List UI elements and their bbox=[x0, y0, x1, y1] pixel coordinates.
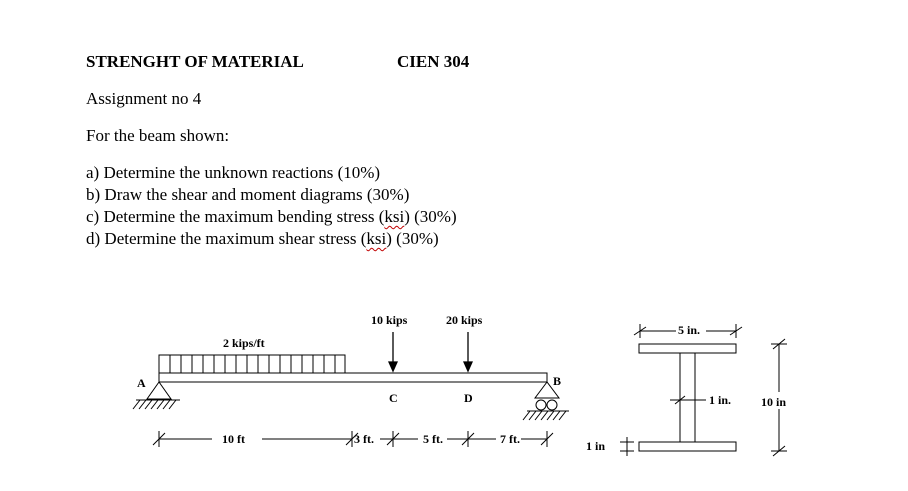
point-label-a: A bbox=[137, 376, 146, 390]
point-load-arrow-c bbox=[389, 332, 397, 371]
question-b: b) Draw the shear and moment diagrams (30%) bbox=[86, 185, 410, 204]
question-d-prefix: d) Determine the maximum shear stress ( bbox=[86, 229, 367, 248]
point-label-c: C bbox=[389, 391, 398, 405]
span-dimension-line bbox=[153, 431, 553, 447]
beam bbox=[159, 373, 547, 382]
point-load-label-c: 10 kips bbox=[371, 313, 408, 327]
intro-text: For the beam shown: bbox=[86, 126, 230, 145]
roller-support-b bbox=[523, 382, 569, 420]
web-thickness-label: 1 in. bbox=[709, 393, 732, 407]
span-label-1: 10 ft bbox=[222, 432, 245, 446]
course-code: CIEN 304 bbox=[397, 52, 470, 71]
question-d-unit: ksi bbox=[366, 229, 387, 248]
question-c-unit: ksi bbox=[384, 207, 405, 226]
distributed-load-label: 2 kips/ft bbox=[223, 336, 265, 350]
question-a: a) Determine the unknown reactions (10%) bbox=[86, 163, 381, 182]
point-label-d: D bbox=[464, 391, 473, 405]
depth-label: 10 in bbox=[761, 395, 787, 409]
distributed-load bbox=[159, 355, 345, 373]
assignment-title: Assignment no 4 bbox=[86, 89, 202, 108]
flange-width-label: 5 in. bbox=[678, 323, 701, 337]
point-label-b: B bbox=[553, 374, 562, 388]
point-load-arrow-d bbox=[464, 332, 472, 371]
question-d-suffix: ) (30%) bbox=[386, 229, 439, 248]
flange-thickness-label: 1 in bbox=[586, 439, 606, 453]
course-title: STRENGHT OF MATERIAL bbox=[86, 52, 304, 71]
point-load-label-d: 20 kips bbox=[446, 313, 483, 327]
question-c-prefix: c) Determine the maximum bending stress ( bbox=[86, 207, 385, 226]
span-label-4: 7 ft. bbox=[500, 432, 520, 446]
span-label-2: 3 ft. bbox=[354, 432, 374, 446]
question-c-suffix: ) (30%) bbox=[404, 207, 457, 226]
span-label-3: 5 ft. bbox=[423, 432, 443, 446]
